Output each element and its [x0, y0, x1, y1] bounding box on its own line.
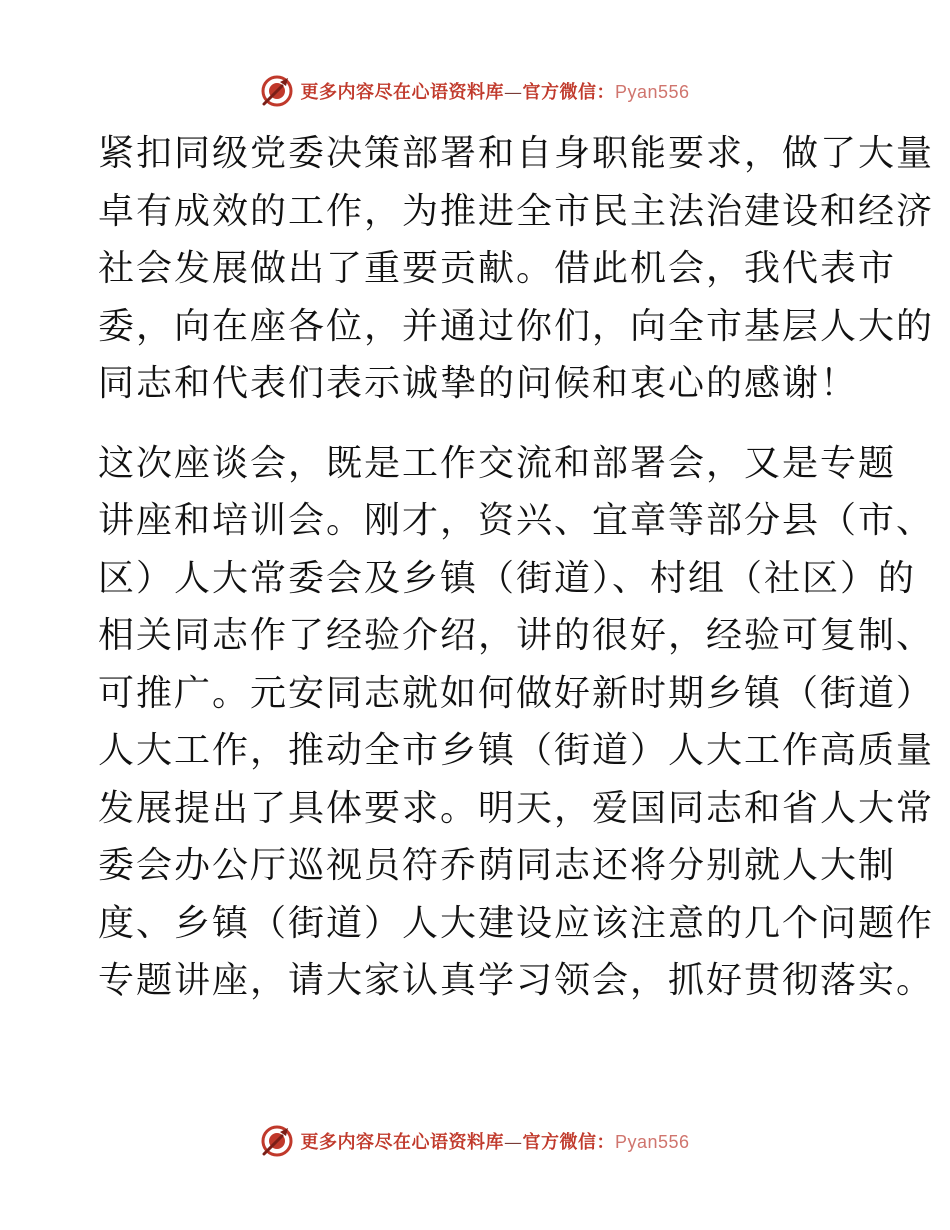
header-site-slogan: 更多内容尽在心语资料库 — [300, 82, 504, 103]
header-banner — [0, 71, 950, 111]
text-line: 讲座和培训会。刚才，资兴、宜章等部分县（市、 — [98, 500, 935, 541]
text-line: 委，向在座各位，并通过你们，向全市基层人大的 — [98, 305, 935, 347]
text-line: 区）人大常委会及乡镇（街道）、村组（社区）的 — [98, 557, 917, 599]
text-line: 相关同志作了经验介绍，讲的很好，经验可复制、 — [98, 615, 935, 656]
document-body — [98, 125, 935, 1010]
text-line: 这次座谈会，既是工作交流和部署会，又是专题 — [98, 442, 897, 484]
text-line: 发展提出了具体要求。明天，爱国同志和省人大常 — [98, 787, 935, 829]
footer-site-slogan: 更多内容尽在心语资料库 — [300, 1132, 504, 1153]
text-line: 度、乡镇（街道）人大建设应该注意的几个问题作 — [98, 902, 935, 944]
text-line: 同志和代表们表示诚挚的问候和衷心的感谢！ — [98, 363, 859, 404]
text-line: 卓有成效的工作，为推进全市民主法治建设和经济 — [98, 190, 935, 232]
paragraph-2 — [98, 435, 935, 1010]
paragraph-1 — [98, 125, 935, 413]
text-line: 委会办公厅巡视员符乔荫同志还将分别就人大制 — [98, 845, 897, 886]
header-banner-text — [300, 78, 689, 104]
footer-banner-text — [300, 1128, 689, 1154]
header-separator: — — [503, 82, 523, 103]
pen-logo-icon — [260, 1124, 294, 1158]
footer-wechat-id: Pyan556 — [614, 1132, 690, 1152]
footer-separator: — — [503, 1132, 523, 1153]
text-line: 专题讲座，请大家认真学习领会，抓好贯彻落实。 — [98, 960, 935, 1001]
pen-logo-icon — [260, 74, 294, 108]
text-line: 可推广。元安同志就如何做好新时期乡镇（街道） — [98, 672, 935, 714]
header-wechat-id: Pyan556 — [614, 82, 690, 102]
text-line: 人大工作，推动全市乡镇（街道）人大工作高质量 — [98, 730, 935, 771]
text-line: 紧扣同级党委决策部署和自身职能要求，做了大量 — [98, 133, 935, 174]
text-line: 社会发展做出了重要贡献。借此机会，我代表市 — [98, 248, 897, 289]
header-wechat-label: 官方微信： — [522, 82, 615, 103]
footer-banner — [0, 1121, 950, 1161]
footer-wechat-label: 官方微信： — [522, 1132, 615, 1153]
